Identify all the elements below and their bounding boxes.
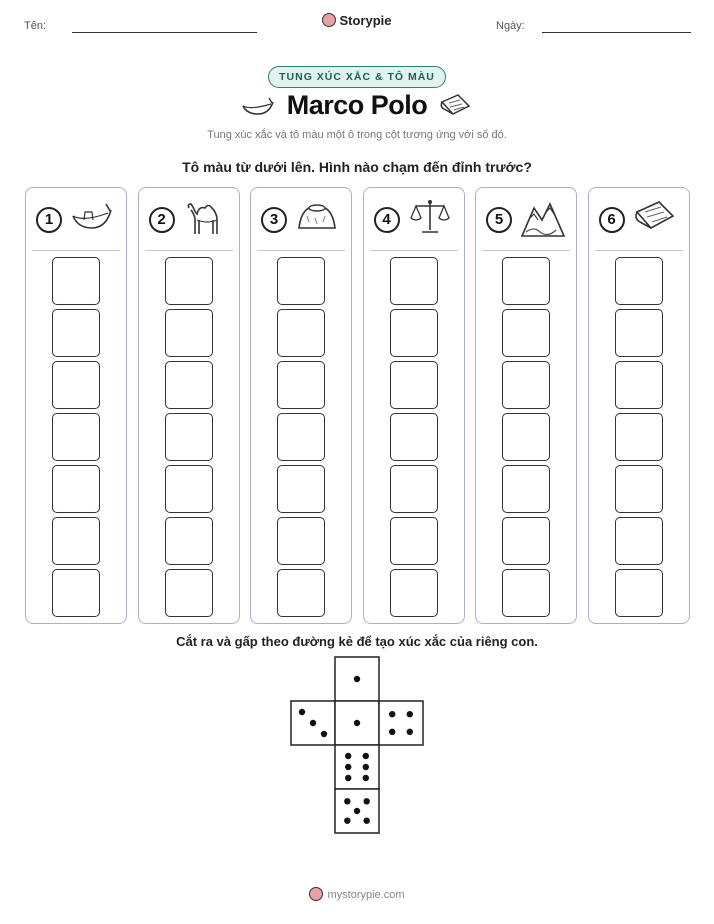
color-cell[interactable] — [52, 413, 100, 461]
color-cell[interactable] — [390, 413, 438, 461]
color-cell[interactable] — [165, 361, 213, 409]
column-number: 6 — [599, 207, 625, 233]
color-cell[interactable] — [52, 517, 100, 565]
column-2 — [138, 187, 240, 624]
die-pip — [345, 764, 351, 770]
die-pip — [407, 729, 413, 735]
scales-icon — [408, 198, 452, 243]
die-pip — [299, 709, 305, 715]
die-pip — [363, 764, 369, 770]
map-scroll-icon — [438, 92, 472, 120]
color-cell[interactable] — [502, 309, 550, 357]
volcano-icon — [295, 198, 339, 239]
color-cell[interactable] — [615, 569, 663, 617]
color-cell[interactable] — [165, 257, 213, 305]
column-divider — [370, 250, 458, 251]
die-pip — [345, 775, 351, 781]
activity-badge: TUNG XÚC XẮC & TÔ MÀU — [268, 66, 446, 88]
color-cell[interactable] — [165, 309, 213, 357]
color-cell[interactable] — [502, 413, 550, 461]
color-cell[interactable] — [390, 257, 438, 305]
column-1 — [25, 187, 127, 624]
die-face-4 — [379, 701, 423, 745]
color-cell[interactable] — [277, 361, 325, 409]
mountains-icon — [520, 198, 566, 245]
camel-icon — [183, 198, 227, 243]
color-cell[interactable] — [615, 257, 663, 305]
die-pip — [345, 753, 351, 759]
gondola-icon — [70, 198, 114, 239]
color-cell[interactable] — [52, 309, 100, 357]
column-divider — [257, 250, 345, 251]
color-cell[interactable] — [615, 309, 663, 357]
column-number: 1 — [36, 207, 62, 233]
column-number: 3 — [261, 207, 287, 233]
column-divider — [482, 250, 570, 251]
name-line — [72, 32, 257, 33]
column-3 — [250, 187, 352, 624]
page-title: Marco Polo — [286, 90, 428, 120]
color-cell[interactable] — [615, 465, 663, 513]
color-cell[interactable] — [502, 465, 550, 513]
die-face-6 — [335, 745, 379, 789]
storypie-logo-icon — [309, 887, 323, 901]
column-4 — [363, 187, 465, 624]
date-line — [542, 32, 691, 33]
color-cell[interactable] — [165, 465, 213, 513]
color-cell[interactable] — [390, 465, 438, 513]
color-cell[interactable] — [390, 361, 438, 409]
die-face-1 — [335, 657, 379, 701]
brand-logo — [0, 13, 714, 28]
die-pip — [389, 711, 395, 717]
die-pip — [354, 720, 360, 726]
name-label: Tên: — [24, 20, 47, 32]
subtitle: Tung xúc xắc và tô màu một ô trong cột tương ứng với số đó. — [207, 129, 507, 141]
color-cell[interactable] — [502, 517, 550, 565]
die-pip — [344, 817, 350, 823]
color-cell[interactable] — [615, 413, 663, 461]
die-pip — [354, 808, 360, 814]
cut-instruction: Cắt ra và gấp theo đường kẻ để tạo xúc xắc của riêng con. — [176, 634, 538, 649]
column-divider — [32, 250, 120, 251]
column-divider — [145, 250, 233, 251]
column-number: 4 — [374, 207, 400, 233]
color-cell[interactable] — [390, 517, 438, 565]
storypie-logo-icon — [322, 13, 336, 27]
color-cell[interactable] — [277, 309, 325, 357]
die-face-5 — [335, 789, 379, 833]
die-pip — [389, 729, 395, 735]
color-cell[interactable] — [165, 413, 213, 461]
footer-url: mystorypie.com — [327, 889, 405, 901]
footer — [0, 887, 714, 901]
map-scroll-icon — [633, 198, 677, 239]
color-cell[interactable] — [277, 413, 325, 461]
color-cell[interactable] — [390, 569, 438, 617]
color-cell[interactable] — [502, 257, 550, 305]
die-pip — [363, 753, 369, 759]
color-cell[interactable] — [52, 361, 100, 409]
instruction: Tô màu từ dưới lên. Hình nào chạm đến đỉnh trước? — [182, 159, 532, 175]
die-pip — [310, 720, 316, 726]
color-cell[interactable] — [52, 569, 100, 617]
color-cell[interactable] — [277, 517, 325, 565]
color-cell[interactable] — [502, 361, 550, 409]
die-face-1 — [335, 701, 379, 745]
die-pip — [363, 798, 369, 804]
die-pip — [354, 676, 360, 682]
color-cell[interactable] — [502, 569, 550, 617]
die-pip — [344, 798, 350, 804]
color-cell[interactable] — [165, 569, 213, 617]
color-cell[interactable] — [615, 361, 663, 409]
brand-name: Storypie — [339, 13, 392, 28]
die-pip — [363, 817, 369, 823]
color-cell[interactable] — [165, 517, 213, 565]
column-divider — [595, 250, 683, 251]
color-cell[interactable] — [277, 257, 325, 305]
color-cell[interactable] — [615, 517, 663, 565]
color-cell[interactable] — [390, 309, 438, 357]
die-net — [290, 656, 426, 836]
color-cell[interactable] — [52, 257, 100, 305]
die-pip — [363, 775, 369, 781]
die-face-3 — [291, 701, 335, 745]
column-number: 2 — [149, 207, 175, 233]
column-5 — [475, 187, 577, 624]
color-cell[interactable] — [277, 569, 325, 617]
column-number: 5 — [486, 207, 512, 233]
color-cell[interactable] — [52, 465, 100, 513]
die-pip — [407, 711, 413, 717]
column-6 — [588, 187, 690, 624]
color-cell[interactable] — [277, 465, 325, 513]
die-pip — [321, 731, 327, 737]
date-label: Ngày: — [496, 20, 525, 32]
